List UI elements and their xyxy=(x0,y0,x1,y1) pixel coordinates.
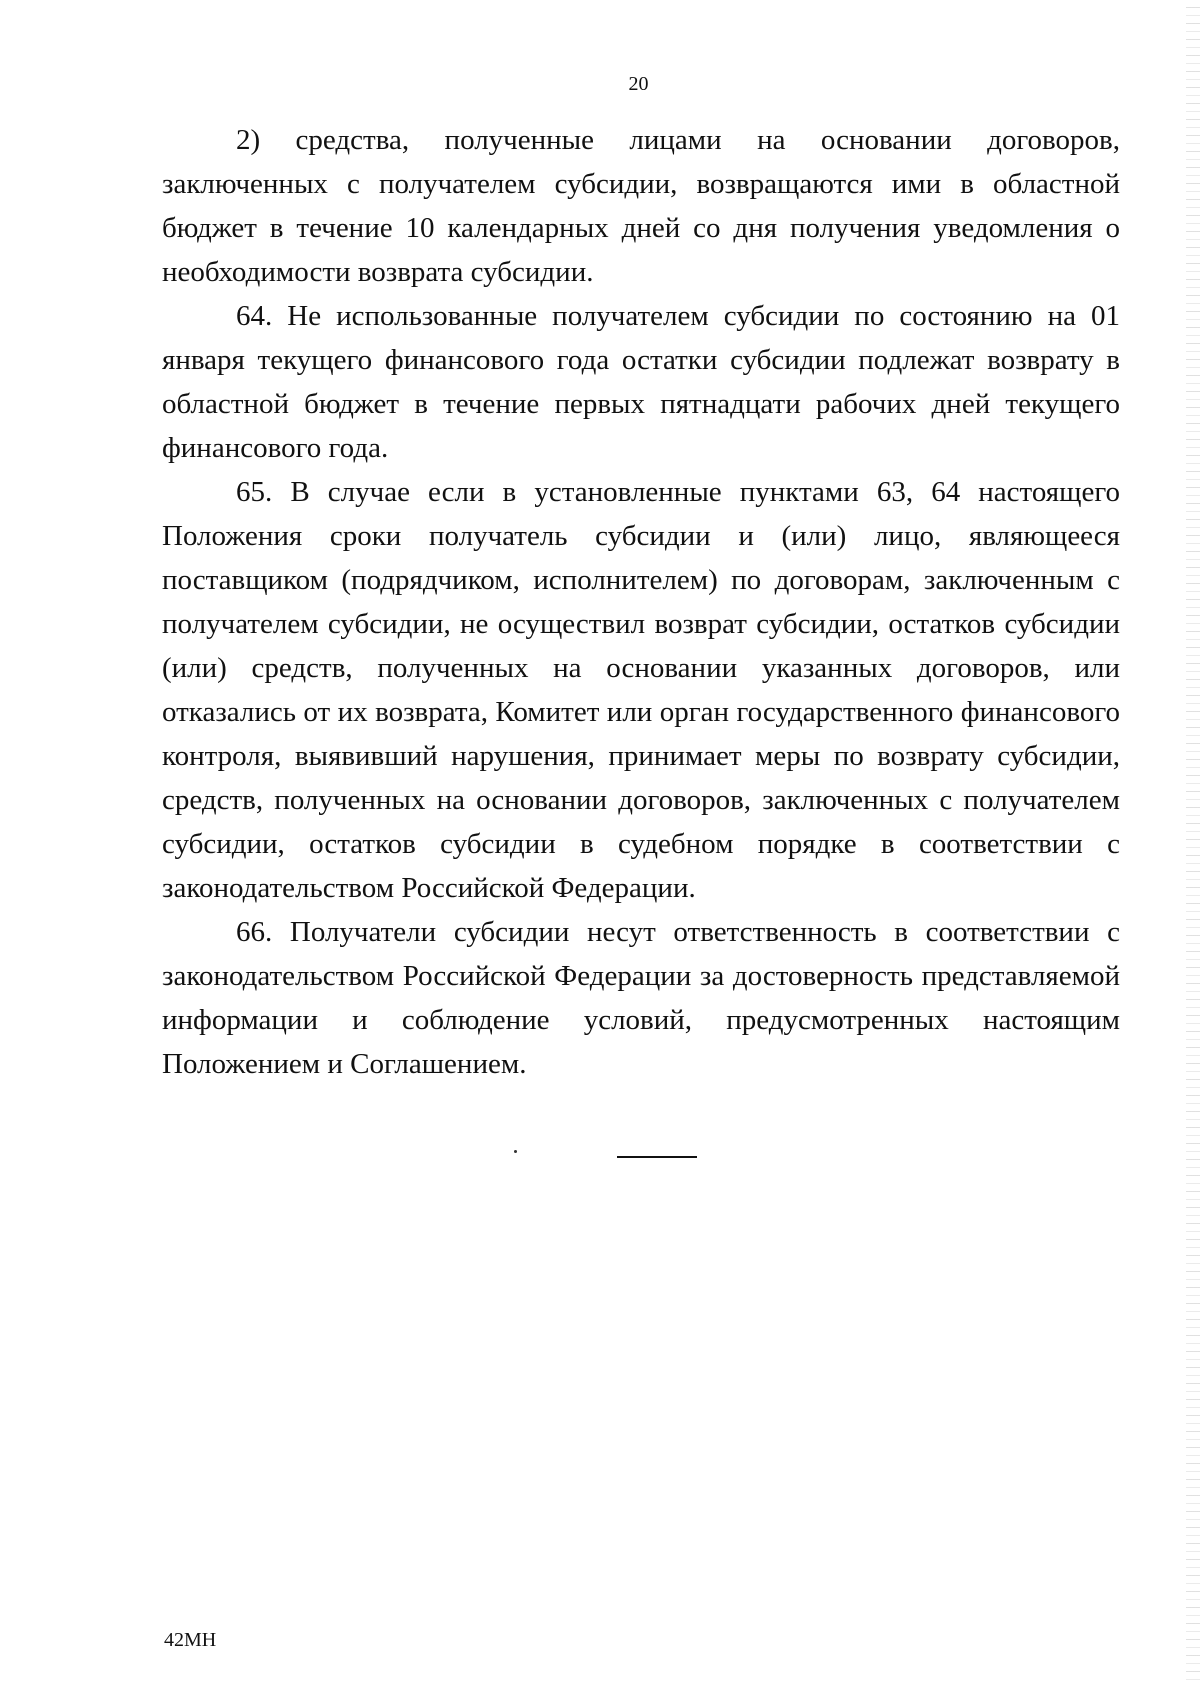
paragraph-65: 65. В случае если в установленные пунктами 63, 64 настоящего Положения сроки получатель субсидии и (или) лицо, являющееся поставщиком (подрядчиком, исполнителем) по договорам, заключенным с получателем субсидии, не осуществил возврат субсидии, остатков субсидии (или) средств, полученных на основании указанных договоров, или отказались от их возврата, Комитет или орган государственного финансового контроля, выявивший нарушения, принимает меры по возврату субсидии, средств, полученных на основании договоров, заключенных с получателем субсидии, остатков субсидии в судебном порядке в соответствии с законодательством Российской Федерации. xyxy=(162,476,1120,904)
scan-edge-artifact xyxy=(1186,0,1200,1686)
paragraph-item-2: 2) средства, полученные лицами на основании договоров, заключенных с получателем субсидии, возвращаются ими в областной бюджет в течение 10 календарных дней со дня получения уведомления о необходимости возврата субсидии. xyxy=(162,124,1120,288)
footer-document-code: 42МН xyxy=(164,1629,217,1651)
scan-speck xyxy=(514,1150,517,1153)
document-body xyxy=(162,118,1120,1086)
paragraph-64: 64. Не использованные получателем субсидии по состоянию на 01 января текущего финансового года остатки субсидии подлежат возврату в областной бюджет в течение первых пятнадцати рабочих дней текущего финансового года. xyxy=(162,300,1120,464)
end-of-document-rule xyxy=(617,1156,697,1158)
paragraph-66: 66. Получатели субсидии несут ответственность в соответствии с законодательством Российской Федерации за достоверность представляемой информации и соблюдение условий, предусмотренных настоящим Положением и Соглашением. xyxy=(162,916,1120,1080)
page-number: 20 xyxy=(628,73,649,95)
